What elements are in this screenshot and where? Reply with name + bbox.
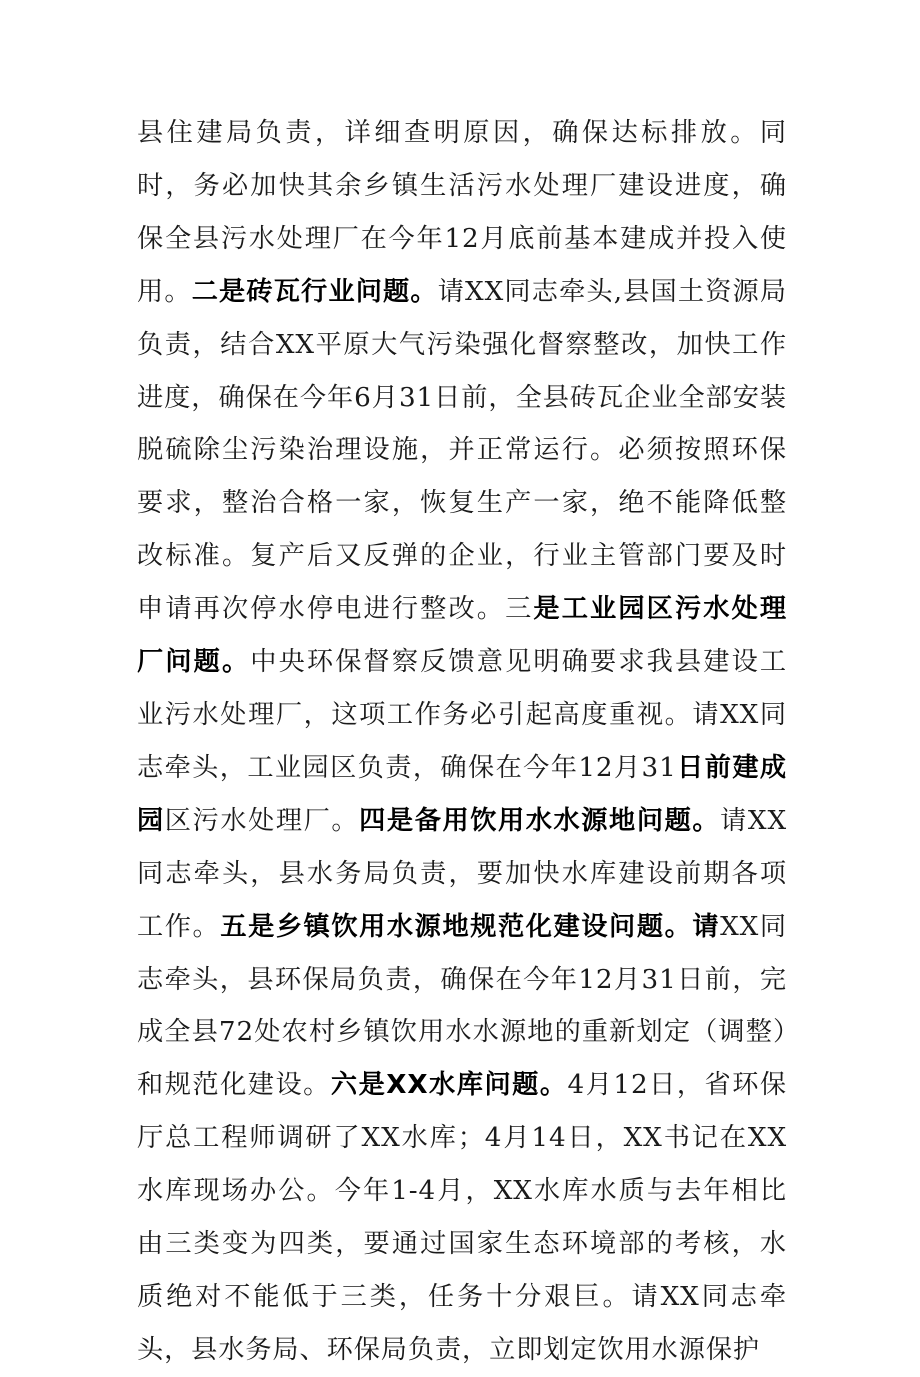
item-heading-reservoir: 六是XX水库问题。 (330, 1070, 568, 1101)
text-run: 中央环保督察反馈意见明确要求我县建设工业污水处理厂，这项工作务必引起高度重视。请XX同志牵头，工业园区负责，确保在今年12月31 (137, 647, 787, 783)
item-heading-brick-tile: 二是砖瓦行业问题。 (191, 276, 438, 307)
bold-run: 日前建成园 (137, 752, 787, 836)
body-paragraph (137, 107, 787, 1377)
item-heading-backup-water-source: 四是备用饮用水水源地问题。 (359, 805, 721, 836)
text-run: 县住建局负责，详细查明原因，确保达标排放。同时，务必加快其余乡镇生活污水处理厂建设进度，确保全县污水处理厂在今年12月底前基本建成并投入使用。 (137, 118, 787, 307)
text-run: 请XX同志牵头,县国土资源局负责，结合XX平原大气污染强化督察整改，加快工作进度，确保在今年6月31日前，全县砖瓦企业全部安装脱硫除尘污染治理设施，并正常运行。必须按照环保要求，整治合格一家，恢复生产一家，绝不能降低整改标准。复产后又反弹的企业，行业主管部门要及时申请再次停水停电进行整改。三 (137, 276, 787, 625)
text-run: 区污水处理厂。 (164, 805, 360, 836)
text-run: 请XX同志牵头，县水务局负责，要加快水库建设前期各项工作。 (137, 805, 787, 942)
item-heading-township-water-source: 五是乡镇饮用水源地规范化建设问题。请 (220, 911, 721, 942)
text-run: 4月12日，省环保厅总工程师调研了XX水库；4月14日，XX书记在XX水库现场办公。今年1-4月，XX水库水质与去年相比由三类变为四类，要通过国家生态环境部的考核，水质绝对不能低于三类，任务十分艰巨。请XX同志牵头，县水务局、环保局负责，立即划定饮用水源保护 (137, 1070, 787, 1365)
text-run: XX同志牵头，县环保局负责，确保在今年12月31日前，完成全县72处农村乡镇饮用水水源地的重新划定（调整）和规范化建设。 (137, 911, 787, 1101)
item-heading-industrial-park: 是工业园区污水处理厂问题。 (137, 594, 787, 678)
